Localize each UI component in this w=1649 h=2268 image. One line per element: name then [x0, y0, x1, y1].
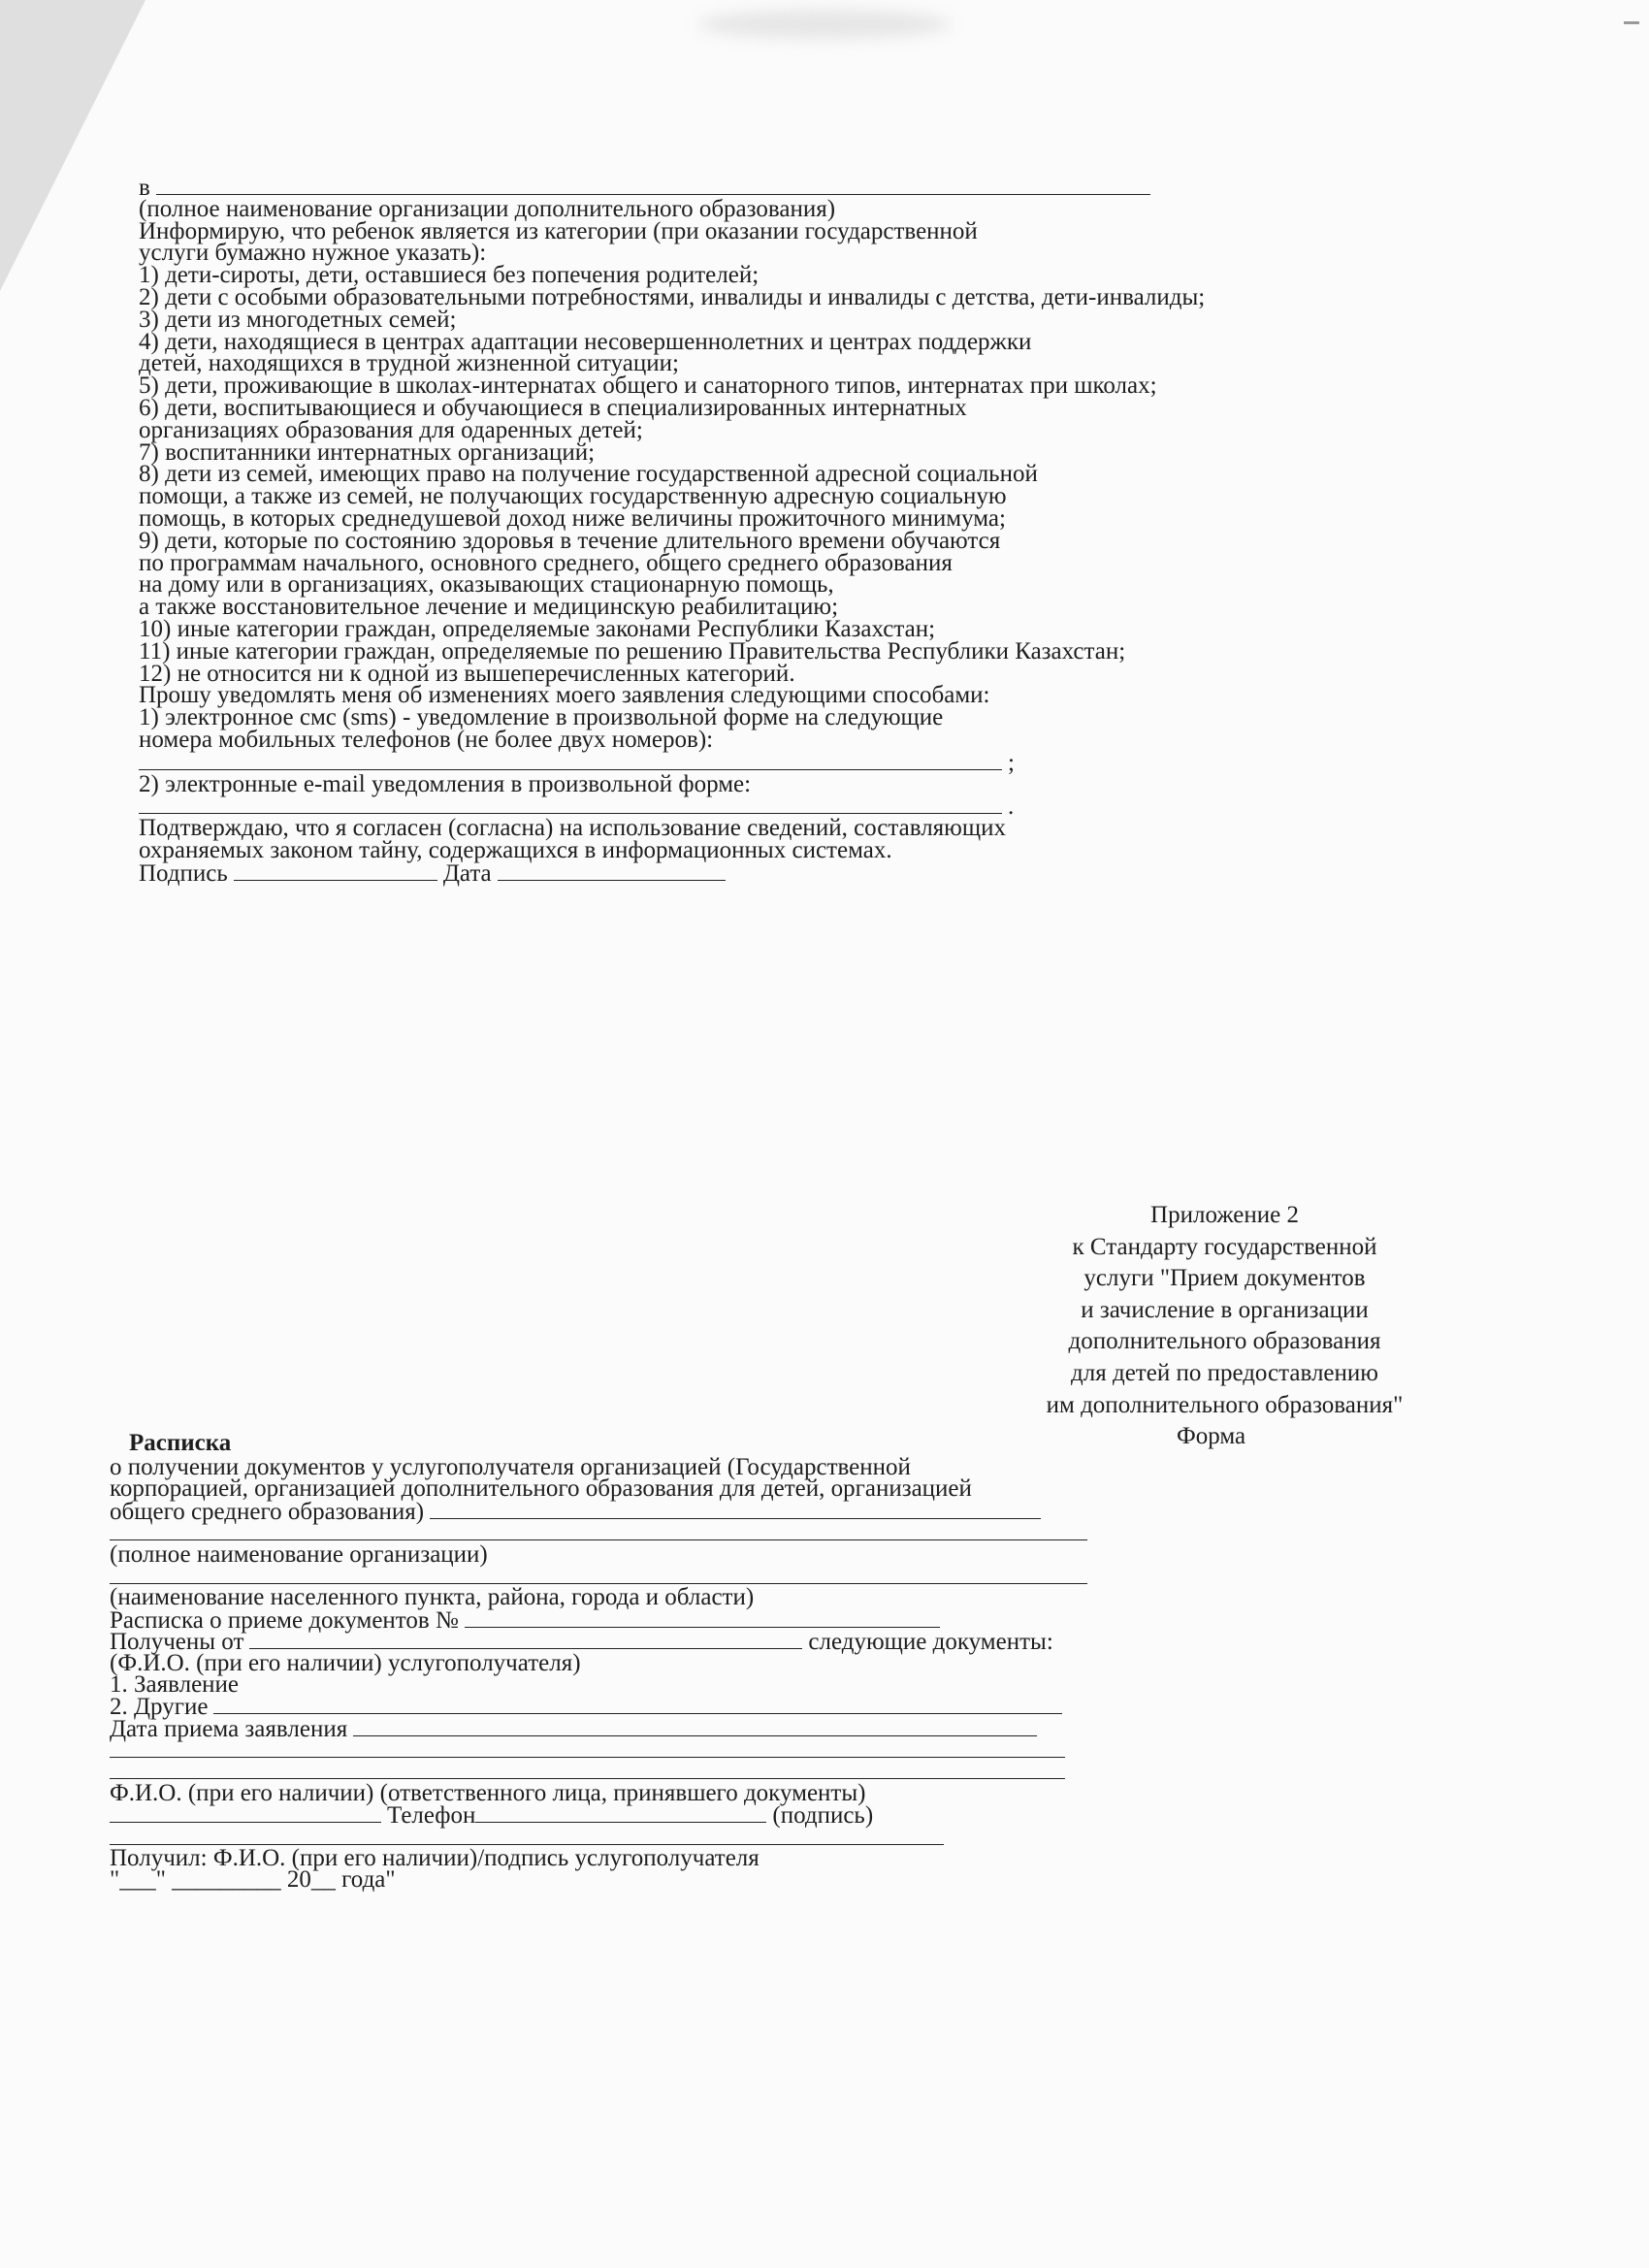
- line-text: 1. Заявление: [110, 1670, 240, 1698]
- text-line: [110, 1606, 1332, 1634]
- appendix-line: услуги "Прием документов: [1083, 1265, 1366, 1292]
- text-line: [139, 770, 1361, 797]
- scan-edge-mark: [1624, 21, 1639, 24]
- line-text: корпорацией, организацией дополнительного образования для детей, организацией: [110, 1475, 972, 1503]
- line-text: в: [139, 175, 150, 201]
- line-text: по программам начального, основного среднего, общего среднего образования: [139, 549, 953, 576]
- line-text: о получении документов у услугополучателя организацией (Государственной: [110, 1454, 911, 1480]
- line-text: 5) дети, проживающие в школах-интернатах общего и санаторного типов, интернатах при школах;: [139, 373, 1157, 400]
- blank-field-line[interactable]: [213, 1696, 1062, 1714]
- line-suffix: (подпись): [772, 1802, 874, 1830]
- folded-corner-shadow: [0, 0, 146, 291]
- blank-field-line[interactable]: [249, 1631, 802, 1649]
- line-text: Информирую, что ребенок является из категории (при оказании государственной: [139, 217, 978, 244]
- blank-field-line[interactable]: [110, 1522, 1087, 1540]
- text-line: [110, 1739, 1332, 1761]
- line-text: на дому или в организациях, оказывающих стационарную помощь,: [139, 571, 834, 599]
- line-suffix: Телефон: [387, 1802, 476, 1830]
- line-text: Ф.И.О. (при его наличии) (ответственного лица, принявшего документы): [110, 1779, 866, 1806]
- blank-field-line[interactable]: [110, 1804, 381, 1823]
- blank-field-line[interactable]: [110, 1827, 944, 1845]
- line-text: Получены от: [110, 1629, 244, 1656]
- line-text: 4) дети, находящиеся в центрах адаптации несовершеннолетних и центрах поддержки: [139, 328, 1032, 355]
- line-text: (наименование населенного пункта, района, города и области): [110, 1584, 755, 1611]
- text-line: [110, 1584, 1332, 1611]
- line-text: "___" _________ 20__ года": [110, 1866, 396, 1894]
- line-text: 2. Другие: [110, 1694, 209, 1721]
- text-line: [110, 1694, 1332, 1721]
- line-text: 9) дети, которые по состоянию здоровья в течение длительного времени обучаются: [139, 527, 1001, 554]
- line-text: общего среднего образования): [110, 1498, 425, 1525]
- appendix-line: дополнительного образования: [1068, 1328, 1381, 1355]
- form-label: Форма: [1177, 1423, 1246, 1449]
- text-line: [110, 1802, 1332, 1830]
- scan-smudge: [698, 10, 951, 39]
- text-line: [139, 726, 1361, 753]
- line-suffix: ;: [1008, 749, 1015, 776]
- line-text: 6) дети, воспитывающиеся и обучающиеся в специализированных интернатных: [139, 394, 967, 421]
- line-text: номера мобильных телефонов (не более двух номеров):: [139, 726, 714, 753]
- appendix-header: [999, 1200, 1450, 1421]
- blank-field-line[interactable]: [139, 752, 1002, 770]
- line-suffix: следующие документы:: [808, 1629, 1053, 1656]
- application-continuation: [139, 177, 1361, 885]
- line-suffix: .: [1008, 794, 1015, 821]
- line-text: (полное наименование организации дополнительного образования): [139, 195, 836, 222]
- line-text: 7) воспитанники интернатных организаций;: [139, 438, 596, 466]
- text-line: [110, 1779, 1332, 1806]
- line-suffix: Дата: [442, 859, 492, 887]
- blank-field-line[interactable]: [139, 795, 1002, 814]
- line-text: Подпись: [139, 859, 228, 887]
- line-text: 2) электронные e-mail уведомления в произвольной форме:: [139, 770, 752, 797]
- blank-field-line[interactable]: [234, 862, 437, 881]
- line-text: 1) дети-сироты, дети, оставшиеся без попечения родителей;: [139, 262, 760, 289]
- receipt-body: [110, 1454, 1332, 1894]
- blank-field-line[interactable]: [498, 862, 726, 881]
- line-text: 3) дети из многодетных семей;: [139, 306, 457, 333]
- text-line: [139, 859, 1361, 887]
- line-text: услуги бумажно нужное указать):: [139, 240, 487, 267]
- line-text: Дата приема заявления: [110, 1715, 348, 1742]
- line-text: Получил: Ф.И.О. (при его наличии)/подпись услугополучателя: [110, 1845, 760, 1872]
- text-line: [139, 836, 1361, 863]
- blank-field-line[interactable]: [475, 1804, 766, 1823]
- blank-field-line[interactable]: [156, 177, 1150, 195]
- line-text: 1) электронное смс (sms) - уведомление в произвольной форме на следующие: [139, 704, 944, 731]
- text-line: [110, 1475, 1332, 1503]
- line-text: 10) иные категории граждан, определяемые законами Республики Казахстан;: [139, 615, 936, 642]
- line-text: помощь, в которых среднедушевой доход ниже величины прожиточного минимума;: [139, 504, 1006, 532]
- appendix-line: Приложение 2: [1150, 1202, 1299, 1228]
- line-text: Расписка о приеме документов №: [110, 1606, 459, 1634]
- line-text: организациях образования для одаренных детей;: [139, 416, 643, 443]
- blank-field-line[interactable]: [430, 1501, 1041, 1519]
- line-text: помощи, а также из семей, не получающих государственную адресную социальную: [139, 483, 1007, 510]
- appendix-line: и зачисление в организации: [1081, 1296, 1369, 1323]
- blank-field-line[interactable]: [465, 1609, 940, 1628]
- line-text: (Ф.И.О. (при его наличии) услугополучателя): [110, 1649, 581, 1676]
- line-text: 2) дети с особыми образовательными потребностями, инвалиды и инвалиды с детства, дети-инвалиды;: [139, 283, 1206, 310]
- blank-field-line[interactable]: [110, 1566, 1087, 1584]
- text-line: [110, 1715, 1332, 1742]
- receipt-title: Расписка: [129, 1430, 232, 1456]
- appendix-line: для детей по предоставлению: [1071, 1359, 1378, 1386]
- text-line: [110, 1540, 1332, 1568]
- line-text: Подтверждаю, что я согласен (согласна) на использование сведений, составляющих: [139, 815, 1006, 842]
- appendix-line: им дополнительного образования": [1046, 1391, 1404, 1418]
- line-text: (полное наименование организации): [110, 1540, 488, 1568]
- line-text: детей, находящихся в трудной жизненной ситуации;: [139, 350, 679, 377]
- blank-field-line[interactable]: [353, 1718, 1037, 1736]
- blank-field-line[interactable]: [110, 1739, 1065, 1758]
- line-text: охраняемых законом тайну, содержащихся в информационных системах.: [139, 836, 892, 863]
- text-line: [110, 1670, 1332, 1698]
- appendix-line: к Стандарту государственной: [1072, 1233, 1377, 1260]
- line-text: 11) иные категории граждан, определяемые по решению Правительства Республики Казахстан;: [139, 637, 1126, 664]
- line-text: 12) не относится ни к одной из вышеперечисленных категорий.: [139, 660, 795, 687]
- text-line: [110, 1498, 1332, 1525]
- line-text: Прошу уведомлять меня об изменениях моего заявления следующими способами:: [139, 682, 990, 709]
- text-line: [110, 1866, 1332, 1894]
- blank-field-line[interactable]: [110, 1761, 1065, 1779]
- text-line: [110, 1649, 1332, 1676]
- line-text: 8) дети из семей, имеющих право на получение государственной адресной социальной: [139, 461, 1038, 488]
- line-text: а также восстановительное лечение и медицинскую реабилитацию;: [139, 594, 839, 621]
